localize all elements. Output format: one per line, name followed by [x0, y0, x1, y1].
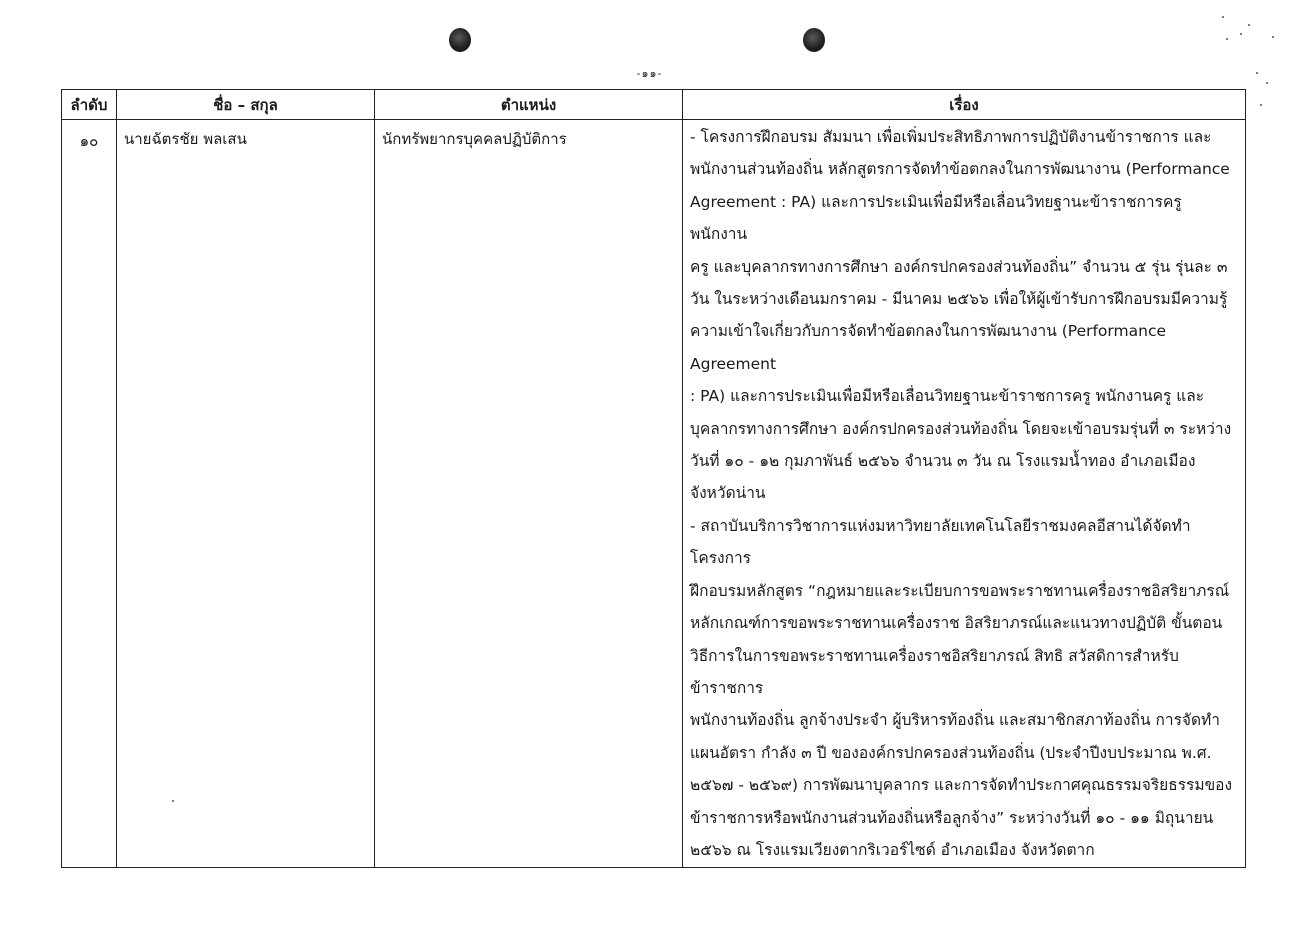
subject-line: ครู และบุคลากรทางการศึกษา องค์กรปกครองส่วนท้องถิ่น” จำนวน ๕ รุ่น รุ่นละ ๓	[690, 257, 1228, 276]
person-name: นายฉัตรชัย พลเสน	[124, 130, 247, 148]
subject-line: พนักงานส่วนท้องถิ่น หลักสูตรการจัดทำข้อตกลงในการพัฒนางาน (Performance	[690, 160, 1230, 179]
subject-line: วันที่ ๑๐ - ๑๒ กุมภาพันธ์ ๒๕๖๖ จำนวน ๓ วัน ณ โรงแรมน้ำทอง อำเภอเมือง	[690, 452, 1196, 471]
position-cell	[375, 120, 683, 868]
header-name: ชื่อ – สกุล	[117, 90, 375, 120]
scan-speck	[1240, 33, 1242, 35]
subject-text	[684, 121, 1244, 866]
subject-line: จังหวัดน่าน	[690, 484, 766, 503]
subject-line: - โครงการฝึกอบรม สัมมนา เพื่อเพิ่มประสิทธิภาพการปฏิบัติงานข้าราชการ และ	[690, 128, 1212, 146]
header-position: ตำแหน่ง	[375, 90, 683, 120]
subject-line: ความเข้าใจเกี่ยวกับการจัดทำข้อตกลงในการพัฒนางาน (Performance Agreement	[690, 322, 1166, 373]
scan-speck	[1226, 38, 1228, 40]
subject-line: ๒๕๖๗ - ๒๕๖๙) การพัฒนาบุคลากร และการจัดทำประกาศคุณธรรมจริยธรรมของ	[690, 776, 1233, 795]
order-number: ๑๐	[79, 132, 99, 150]
scan-speck	[1260, 104, 1262, 106]
header-subject: เรื่อง	[683, 90, 1246, 120]
table-header-row	[62, 90, 1246, 120]
scan-speck	[1272, 36, 1274, 38]
page-number: -๑๑-	[636, 67, 663, 80]
subject-line: พนักงานท้องถิ่น ลูกจ้างประจำ ผู้บริหารท้องถิ่น และสมาชิกสภาท้องถิ่น การจัดทำ	[690, 711, 1220, 730]
subject-line: หลักเกณฑ์การขอพระราชทานเครื่องราช อิสริยาภรณ์และแนวทางปฏิบัติ ขั้นตอน	[690, 614, 1223, 633]
subject-line: Agreement : PA) และการประเมินเพื่อมีหรือเลื่อนวิทยฐานะข้าราชการครู พนักงาน	[690, 192, 1182, 244]
subject-line: วัน ในระหว่างเดือนมกราคม - มีนาคม ๒๕๖๖ เพื่อให้ผู้เข้ารับการฝึกอบรมมีความรู้	[690, 290, 1228, 309]
person-position: นักทรัพยากรบุคคลปฏิบัติการ	[382, 130, 567, 148]
order-cell	[62, 120, 117, 868]
scan-speck	[1248, 24, 1250, 26]
subject-line: ข้าราชการหรือพนักงานส่วนท้องถิ่นหรือลูกจ้าง” ระหว่างวันที่ ๑๐ - ๑๑ มิถุนายน	[690, 808, 1214, 827]
punch-hole-left	[449, 28, 471, 52]
header-order: ลำดับ	[62, 90, 117, 120]
subject-line: : PA) และการประเมินเพื่อมีหรือเลื่อนวิทยฐานะข้าราชการครู พนักงานครู และ	[690, 387, 1205, 406]
subject-cell	[683, 120, 1246, 868]
scan-speck	[1266, 82, 1268, 84]
scan-speck	[1222, 16, 1224, 18]
name-cell	[117, 120, 375, 868]
table-row	[62, 120, 1246, 868]
subject-line: ฝึกอบรมหลักสูตร “กฎหมายและระเบียบการขอพระราชทานเครื่องราชอิสริยาภรณ์	[690, 581, 1230, 600]
subject-line: แผนอัตรา กำลัง ๓ ปี ขององค์กรปกครองส่วนท้องถิ่น (ประจำปีงบประมาณ พ.ศ.	[690, 743, 1212, 762]
subject-line: วิธีการในการขอพระราชทานเครื่องราชอิสริยาภรณ์ สิทธิ สวัสดิการสำหรับข้าราชการ	[690, 646, 1179, 697]
punch-hole-right	[803, 28, 825, 52]
subject-line: ๒๕๖๖ ณ โรงแรมเวียงตากริเวอร์ไซด์ อำเภอเมือง จังหวัดตาก	[690, 840, 1095, 859]
subject-line: - สถาบันบริการวิชาการแห่งมหาวิทยาลัยเทคโนโลยีราชมงคลอีสานได้จัดทำโครงการ	[690, 516, 1191, 568]
personnel-table	[61, 89, 1246, 868]
subject-line: บุคลากรทางการศึกษา องค์กรปกครองส่วนท้องถิ่น โดยจะเข้าอบรมรุ่นที่ ๓ ระหว่าง	[690, 419, 1232, 438]
